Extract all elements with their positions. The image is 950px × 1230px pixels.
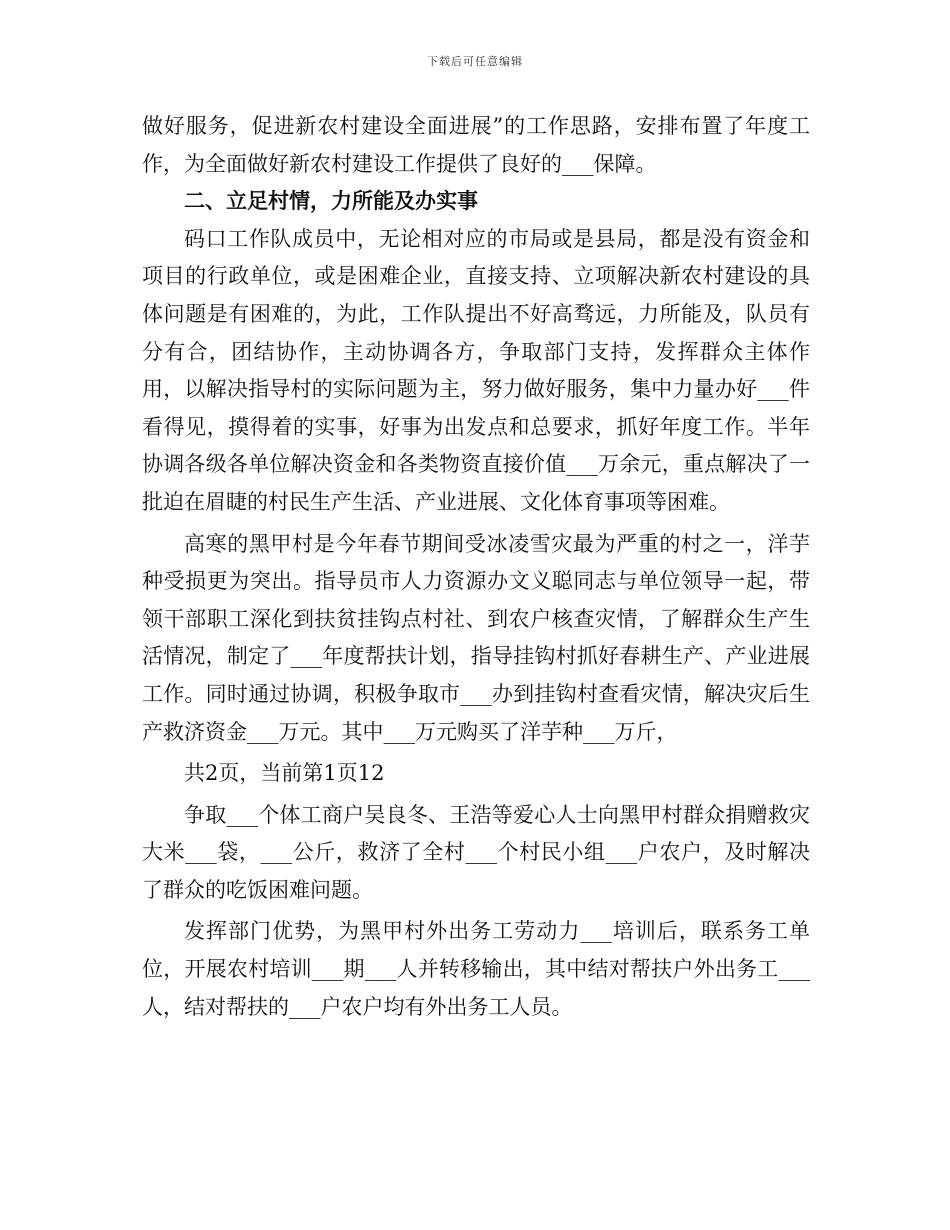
paragraph-2: 码口工作队成员中，无论相对应的市局或是县局，都是没有资金和项目的行政单位，或是困难企业，直接支持、立项解决新农村建设的具体问题是有困难的，为此，工作队提出不好高骛远，力所能及，队员有分有合，团结协作，主动协调各方，争取部门支持，发挥群众主体作用，以解决指导村的实际问题为主，努力做好服务，集中力量办好___件看得见，摸得着的实事，好事为出发点和总要求，抓好年度工作。半年协调各级各单位解决资金和各类物资直接价值___万余元，重点解决了一批迫在眉睫的村民生产生活、产业进展、文化体育事项等困难。	[142, 226, 810, 514]
paragraph-4: 争取___个体工商户吴良冬、王浩等爱心人士向黑甲村群众捐赠救灾大米___袋，___公斤，救济了全村___个村民小组___户农户，及时解决了群众的吃饭困难问题。	[142, 802, 810, 902]
page-counter: 共2页，当前第1页12	[184, 761, 385, 786]
paragraph-5: 发挥部门优势，为黑甲村外出务工劳动力___培训后，联系务工单位，开展农村培训___期___人并转移输出，其中结对帮扶户外出务工___人，结对帮扶的___户农户均有外出务工人员。	[142, 919, 810, 1019]
paragraph-3: 高寒的黑甲村是今年春节期间受冰凌雪灾最为严重的村之一，洋芋种受损更为突出。指导员市人力资源办文义聪同志与单位领导一起，带领干部职工深化到扶贫挂钩点村社、到农户核查灾情，了解群众生产生活情况，制定了___年度帮扶计划，指导挂钩村抓好春耕生产、产业进展工作。同时通过协调，积极争取市___办到挂钩村查看灾情，解决灾后生产救济资金___万元。其中___万元购买了洋芋种___万斤，	[142, 531, 810, 744]
paragraph-1: 做好服务，促进新农村建设全面进展”的工作思路，安排布置了年度工作，为全面做好新农村建设工作提供了良好的___保障。	[142, 114, 810, 176]
page-header: 下载后可任意编辑	[427, 55, 523, 68]
document-body	[142, 108, 810, 1026]
section-heading: 二、立足村情，力所能及办实事	[184, 189, 478, 214]
